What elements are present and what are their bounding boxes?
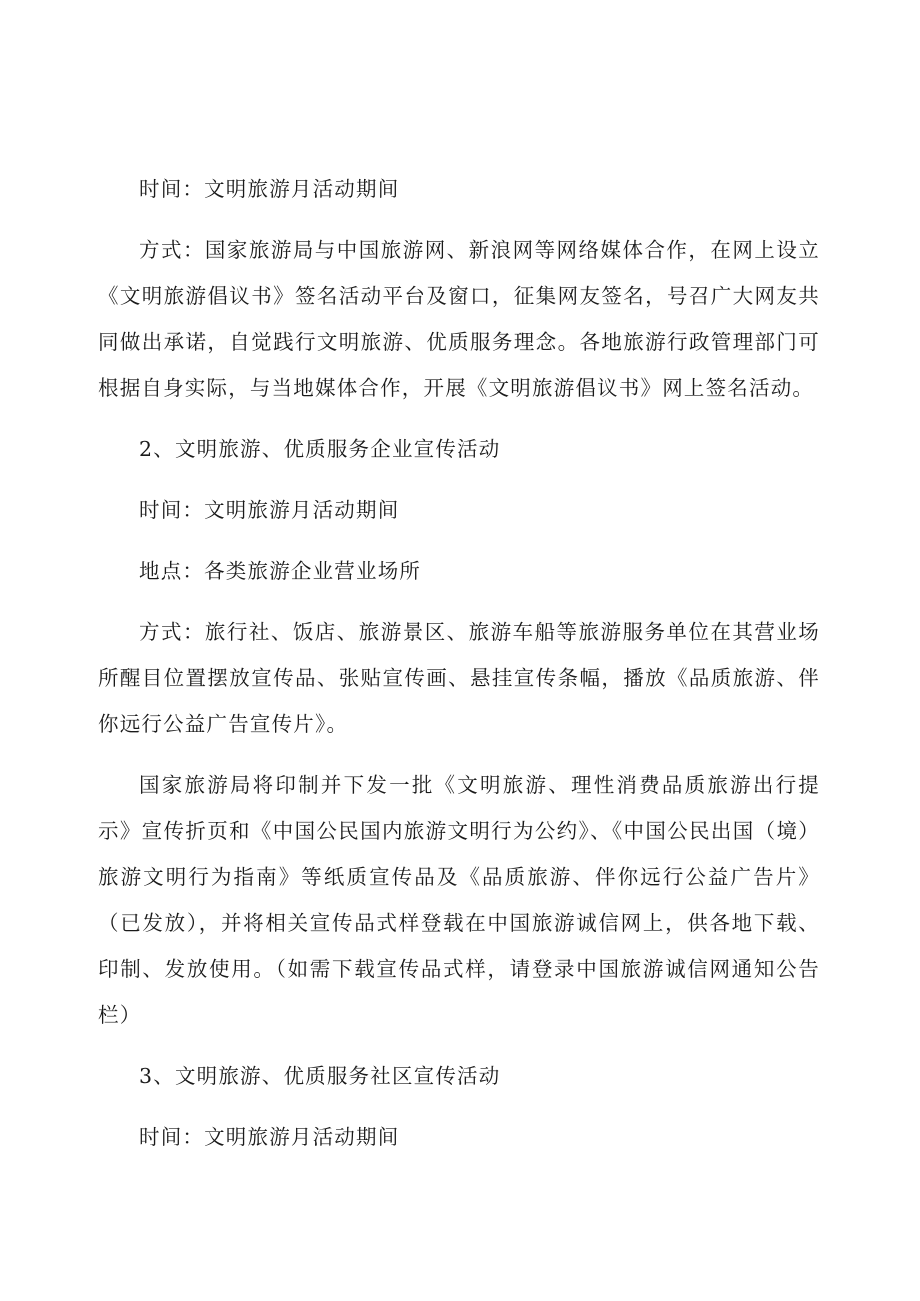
paragraph-location-2: 地点：各类旅游企业营业场所 xyxy=(139,559,422,583)
paragraph-method-2: 方式：旅行社、饭店、旅游景区、旅游车船等旅游服务单位在其营业场所醒目位置摆放宣传品、张贴宣传画、悬挂宣传条幅，播放《品质旅游、伴你远行公益广告宣传片》。 xyxy=(98,620,820,736)
section-heading-2: 2、文明旅游、优质服务企业宣传活动 xyxy=(139,437,501,461)
paragraph-time-2: 时间：文明旅游月活动期间 xyxy=(139,498,400,522)
paragraph-time-3: 时间：文明旅游月活动期间 xyxy=(139,1125,400,1149)
paragraph-time-1: 时间：文明旅游月活动期间 xyxy=(139,177,400,201)
section-heading-3: 3、文明旅游、优质服务社区宣传活动 xyxy=(139,1064,501,1088)
paragraph-materials: 国家旅游局将印制并下发一批《文明旅游、理性消费品质旅游出行提示》宣传折页和《中国公民国内旅游文明行为公约》、《中国公民出国（境）旅游文明行为指南》等纸质宣传品及《品质旅游、伴你远行公益广告片》（已发放），并将相关宣传品式样登载在中国旅游诚信网上，供各地下载、印制、发放使用。（如需下载宣传品式样，请登录中国旅游诚信网通知公告栏） xyxy=(98,773,820,1027)
document-body xyxy=(98,166,820,1160)
paragraph-method-1: 方式：国家旅游局与中国旅游网、新浪网等网络媒体合作，在网上设立《文明旅游倡议书》签名活动平台及窗口，征集网友签名，号召广大网友共同做出承诺，自觉践行文明旅游、优质服务理念。各地旅游行政管理部门可根据自身实际，与当地媒体合作，开展《文明旅游倡议书》网上签名活动。 xyxy=(98,238,820,400)
